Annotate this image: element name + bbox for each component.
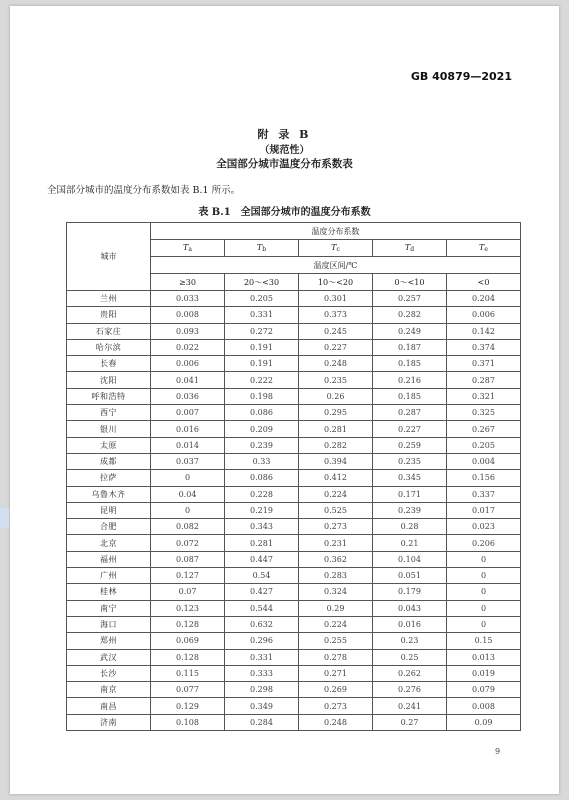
value-cell: 0.008 (151, 307, 225, 323)
value-cell: 0.227 (299, 339, 373, 355)
city-cell: 福州 (67, 551, 151, 567)
value-cell: 0.295 (299, 405, 373, 421)
value-cell: 0.345 (373, 470, 447, 486)
value-cell: 0.224 (299, 486, 373, 502)
table-row (67, 486, 521, 502)
table-row (67, 584, 521, 600)
city-cell: 贵阳 (67, 307, 151, 323)
city-cell: 合肥 (67, 519, 151, 535)
value-cell: 0.257 (373, 291, 447, 307)
table-row (67, 633, 521, 649)
value-cell: 0.216 (373, 372, 447, 388)
value-cell: 0.248 (299, 714, 373, 730)
value-cell: 0.093 (151, 323, 225, 339)
symbol-base: T (183, 243, 189, 252)
value-cell: 0.25 (373, 649, 447, 665)
appendix-kind: （规范性） (259, 145, 310, 156)
value-cell: 0.349 (225, 698, 299, 714)
value-cell: 0.283 (299, 568, 373, 584)
value-cell: 0.273 (299, 698, 373, 714)
temperature-distribution-table (66, 222, 521, 731)
value-cell: 0.325 (447, 405, 521, 421)
header-interval-2: 10～<20 (299, 274, 373, 291)
value-cell: 0.185 (373, 388, 447, 404)
value-cell: 0 (447, 600, 521, 616)
symbol-subscript: e (484, 246, 488, 253)
value-cell: 0.017 (447, 502, 521, 518)
value-cell: 0.271 (299, 665, 373, 681)
table-row (67, 307, 521, 323)
value-cell: 0 (447, 551, 521, 567)
city-cell: 沈阳 (67, 372, 151, 388)
value-cell: 0.28 (373, 519, 447, 535)
appendix-name: 全国部分城市温度分布系数表 (216, 158, 353, 170)
city-cell: 哈尔滨 (67, 339, 151, 355)
value-cell: 0.227 (373, 421, 447, 437)
table-row (67, 551, 521, 567)
value-cell: 0.222 (225, 372, 299, 388)
value-cell: 0.115 (151, 665, 225, 681)
value-cell: 0.016 (151, 421, 225, 437)
value-cell: 0.09 (447, 714, 521, 730)
value-cell: 0.051 (373, 568, 447, 584)
value-cell: 0.086 (225, 405, 299, 421)
table-row (67, 502, 521, 518)
value-cell: 0.298 (225, 682, 299, 698)
header-interval: 温度区间/℃ (151, 257, 521, 274)
value-cell: 0.171 (373, 486, 447, 502)
value-cell: 0.128 (151, 649, 225, 665)
city-cell: 南京 (67, 682, 151, 698)
value-cell: 0.204 (447, 291, 521, 307)
value-cell: 0.043 (373, 600, 447, 616)
city-cell: 成都 (67, 453, 151, 469)
table-row (67, 437, 521, 453)
value-cell: 0.128 (151, 616, 225, 632)
value-cell: 0.036 (151, 388, 225, 404)
symbol-subscript: d (410, 246, 415, 253)
header-interval-4: <0 (447, 274, 521, 291)
value-cell: 0.239 (225, 437, 299, 453)
value-cell: 0.016 (373, 616, 447, 632)
value-cell: 0.142 (447, 323, 521, 339)
value-cell: 0.007 (151, 405, 225, 421)
value-cell: 0.371 (447, 356, 521, 372)
value-cell: 0.269 (299, 682, 373, 698)
city-cell: 长春 (67, 356, 151, 372)
table-row (67, 682, 521, 698)
value-cell: 0.276 (373, 682, 447, 698)
value-cell: 0.273 (299, 519, 373, 535)
symbol-subscript: b (262, 246, 267, 253)
value-cell: 0.296 (225, 633, 299, 649)
value-cell: 0.023 (447, 519, 521, 535)
standard-code: GB 40879—2021 (410, 70, 512, 83)
table-row (67, 372, 521, 388)
value-cell: 0.281 (225, 535, 299, 551)
city-cell: 石家庄 (67, 323, 151, 339)
value-cell: 0.447 (225, 551, 299, 567)
table-row (67, 600, 521, 616)
value-cell: 0.156 (447, 470, 521, 486)
value-cell: 0.373 (299, 307, 373, 323)
value-cell: 0.191 (225, 339, 299, 355)
table-row (67, 470, 521, 486)
value-cell: 0.008 (447, 698, 521, 714)
value-cell: 0.278 (299, 649, 373, 665)
value-cell: 0.394 (299, 453, 373, 469)
table-row (67, 291, 521, 307)
value-cell: 0.343 (225, 519, 299, 535)
scroll-edge-marker (0, 508, 9, 528)
value-cell: 0.248 (299, 356, 373, 372)
value-cell: 0.333 (225, 665, 299, 681)
table-row (67, 714, 521, 730)
city-cell: 武汉 (67, 649, 151, 665)
city-cell: 济南 (67, 714, 151, 730)
table-row (67, 388, 521, 404)
value-cell: 0.127 (151, 568, 225, 584)
table-row (67, 698, 521, 714)
value-cell: 0.281 (299, 421, 373, 437)
city-cell: 南宁 (67, 600, 151, 616)
value-cell: 0 (151, 502, 225, 518)
appendix-title: 附 录 B (257, 128, 312, 141)
value-cell: 0.241 (373, 698, 447, 714)
value-cell: 0.129 (151, 698, 225, 714)
value-cell: 0.525 (299, 502, 373, 518)
header-symbol-2 (299, 240, 373, 257)
value-cell: 0.272 (225, 323, 299, 339)
value-cell: 0.108 (151, 714, 225, 730)
header-row-group (67, 223, 521, 240)
table-row (67, 568, 521, 584)
value-cell: 0.21 (373, 535, 447, 551)
city-cell: 昆明 (67, 502, 151, 518)
value-cell: 0.072 (151, 535, 225, 551)
table-row (67, 405, 521, 421)
city-cell: 南昌 (67, 698, 151, 714)
value-cell: 0.082 (151, 519, 225, 535)
value-cell: 0.209 (225, 421, 299, 437)
value-cell: 0.259 (373, 437, 447, 453)
value-cell: 0.23 (373, 633, 447, 649)
symbol-base: T (404, 243, 411, 252)
value-cell: 0.632 (225, 616, 299, 632)
value-cell: 0.54 (225, 568, 299, 584)
value-cell: 0.284 (225, 714, 299, 730)
value-cell: 0.287 (373, 405, 447, 421)
value-cell: 0 (447, 616, 521, 632)
value-cell: 0.544 (225, 600, 299, 616)
city-cell: 广州 (67, 568, 151, 584)
value-cell: 0.301 (299, 291, 373, 307)
symbol-base: T (331, 243, 337, 252)
value-cell: 0.185 (373, 356, 447, 372)
table-row (67, 665, 521, 681)
city-cell: 银川 (67, 421, 151, 437)
value-cell: 0.206 (447, 535, 521, 551)
value-cell: 0 (447, 584, 521, 600)
value-cell: 0.014 (151, 437, 225, 453)
value-cell: 0.006 (151, 356, 225, 372)
value-cell: 0.198 (225, 388, 299, 404)
value-cell: 0.069 (151, 633, 225, 649)
header-symbol-4 (447, 240, 521, 257)
header-city: 城市 (67, 223, 151, 291)
value-cell: 0.235 (373, 453, 447, 469)
table-caption: 表 B.1 全国部分城市的温度分布系数 (198, 207, 371, 218)
value-cell: 0.27 (373, 714, 447, 730)
value-cell: 0.087 (151, 551, 225, 567)
value-cell: 0.374 (447, 339, 521, 355)
header-interval-0: ≥30 (151, 274, 225, 291)
value-cell: 0.262 (373, 665, 447, 681)
value-cell: 0.412 (299, 470, 373, 486)
symbol-base: T (479, 243, 485, 252)
city-cell: 乌鲁木齐 (67, 486, 151, 502)
value-cell: 0.041 (151, 372, 225, 388)
header-symbol-3 (373, 240, 447, 257)
value-cell: 0.022 (151, 339, 225, 355)
value-cell: 0.239 (373, 502, 447, 518)
table-row (67, 616, 521, 632)
value-cell: 0.123 (151, 600, 225, 616)
city-cell: 北京 (67, 535, 151, 551)
value-cell: 0.037 (151, 453, 225, 469)
header-group: 温度分布系数 (151, 223, 521, 240)
table-row (67, 421, 521, 437)
value-cell: 0.362 (299, 551, 373, 567)
value-cell: 0.187 (373, 339, 447, 355)
header-interval-1: 20～<30 (225, 274, 299, 291)
city-cell: 太原 (67, 437, 151, 453)
value-cell: 0.205 (447, 437, 521, 453)
header-interval-3: 0～<10 (373, 274, 447, 291)
value-cell: 0.255 (299, 633, 373, 649)
value-cell: 0.079 (447, 682, 521, 698)
value-cell: 0.33 (225, 453, 299, 469)
value-cell: 0.04 (151, 486, 225, 502)
value-cell: 0.07 (151, 584, 225, 600)
table-row (67, 339, 521, 355)
header-symbol-0 (151, 240, 225, 257)
value-cell: 0.006 (447, 307, 521, 323)
city-cell: 拉萨 (67, 470, 151, 486)
value-cell: 0.26 (299, 388, 373, 404)
header-symbol-1 (225, 240, 299, 257)
value-cell: 0.019 (447, 665, 521, 681)
table-row (67, 453, 521, 469)
value-cell: 0 (447, 568, 521, 584)
value-cell: 0.282 (373, 307, 447, 323)
value-cell: 0.104 (373, 551, 447, 567)
value-cell: 0.337 (447, 486, 521, 502)
city-cell: 桂林 (67, 584, 151, 600)
value-cell: 0.267 (447, 421, 521, 437)
value-cell: 0.004 (447, 453, 521, 469)
symbol-subscript: c (336, 246, 340, 253)
table-row (67, 356, 521, 372)
value-cell: 0.235 (299, 372, 373, 388)
page-number: 9 (495, 747, 501, 756)
value-cell: 0.287 (447, 372, 521, 388)
value-cell: 0.086 (225, 470, 299, 486)
value-cell: 0.15 (447, 633, 521, 649)
city-cell: 呼和浩特 (67, 388, 151, 404)
document-page (10, 6, 559, 794)
value-cell: 0.219 (225, 502, 299, 518)
value-cell: 0.179 (373, 584, 447, 600)
value-cell: 0.321 (447, 388, 521, 404)
value-cell: 0.29 (299, 600, 373, 616)
value-cell: 0.228 (225, 486, 299, 502)
value-cell: 0.427 (225, 584, 299, 600)
intro-paragraph: 全国部分城市的温度分布系数如表 B.1 所示。 (47, 185, 241, 196)
value-cell: 0.077 (151, 682, 225, 698)
value-cell: 0.231 (299, 535, 373, 551)
city-cell: 长沙 (67, 665, 151, 681)
city-cell: 郑州 (67, 633, 151, 649)
value-cell: 0.224 (299, 616, 373, 632)
value-cell: 0.282 (299, 437, 373, 453)
value-cell: 0.033 (151, 291, 225, 307)
city-cell: 海口 (67, 616, 151, 632)
city-cell: 兰州 (67, 291, 151, 307)
table-row (67, 535, 521, 551)
value-cell: 0 (151, 470, 225, 486)
value-cell: 0.205 (225, 291, 299, 307)
city-cell: 西宁 (67, 405, 151, 421)
value-cell: 0.191 (225, 356, 299, 372)
table-row (67, 323, 521, 339)
value-cell: 0.331 (225, 307, 299, 323)
symbol-subscript: a (188, 246, 192, 253)
value-cell: 0.245 (299, 323, 373, 339)
value-cell: 0.331 (225, 649, 299, 665)
value-cell: 0.013 (447, 649, 521, 665)
value-cell: 0.324 (299, 584, 373, 600)
value-cell: 0.249 (373, 323, 447, 339)
symbol-base: T (256, 243, 263, 252)
table-row (67, 519, 521, 535)
table-row (67, 649, 521, 665)
